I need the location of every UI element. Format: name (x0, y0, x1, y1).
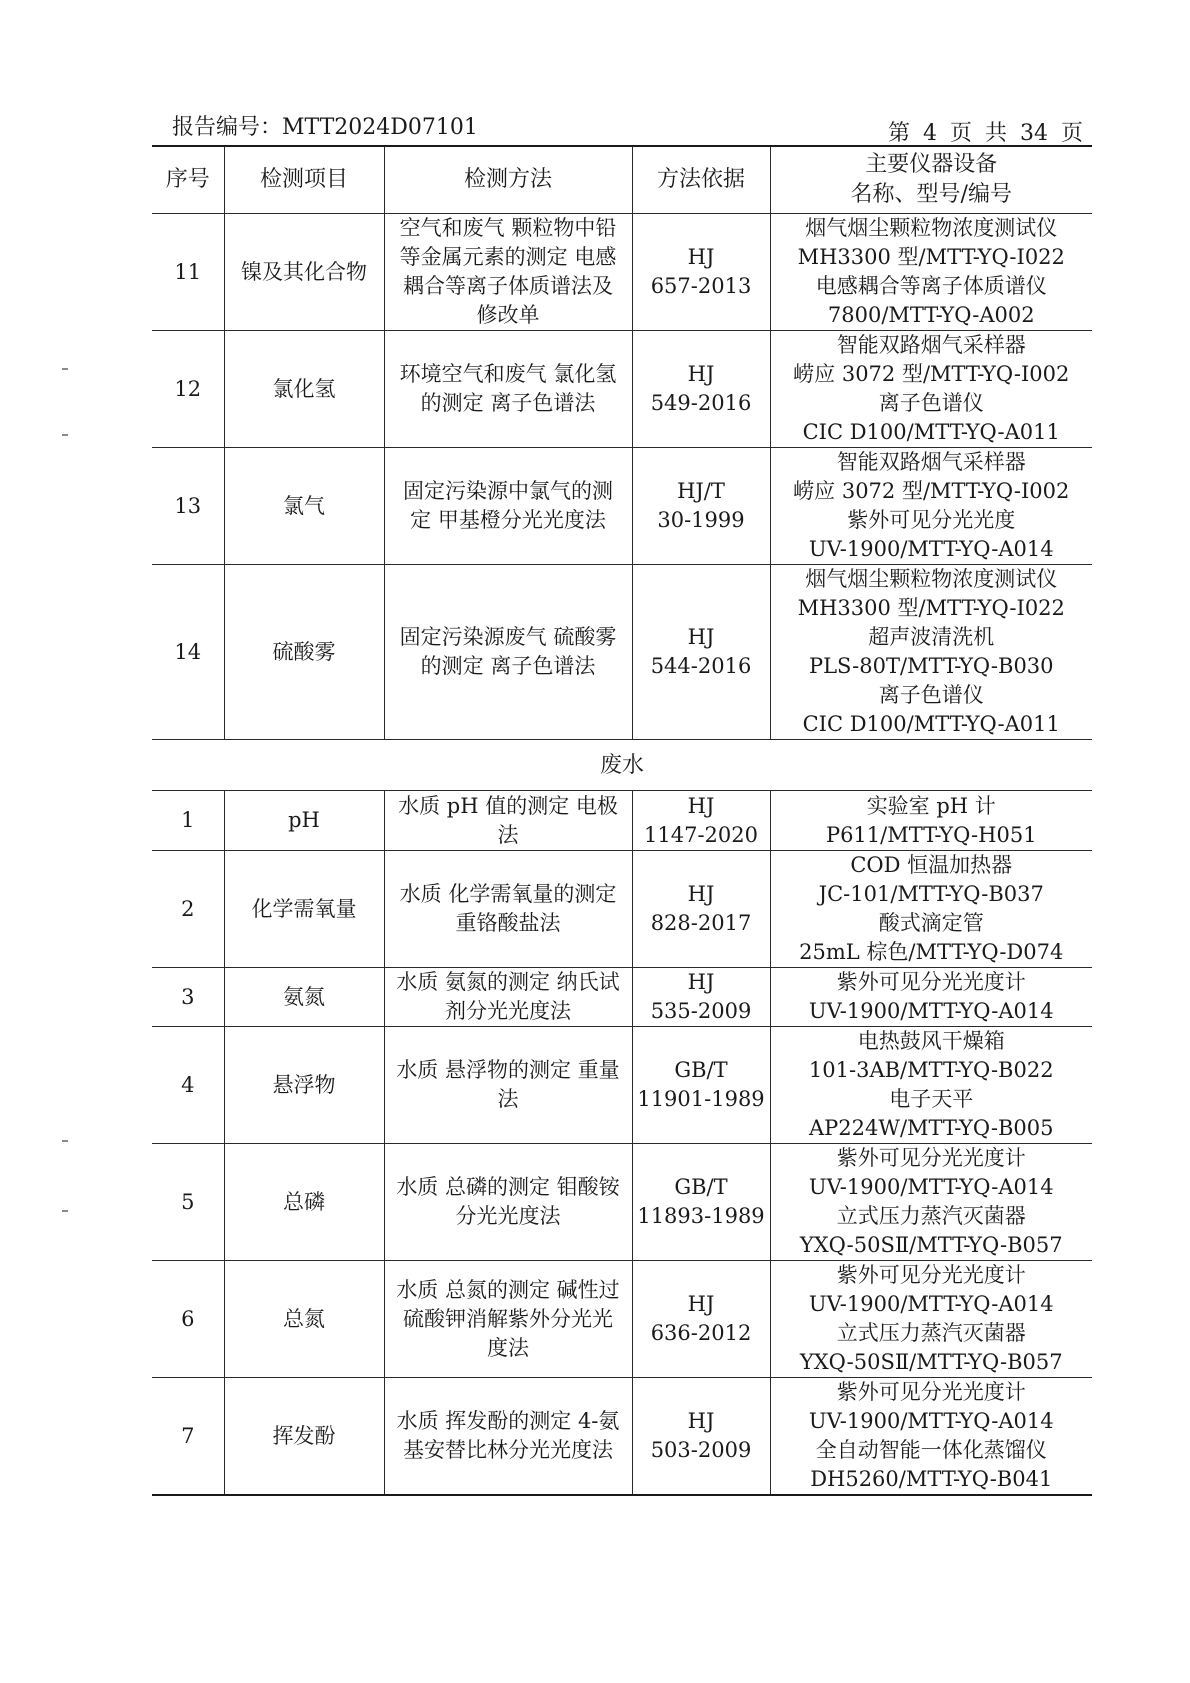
method-basis: HJ 636-2012 (632, 1261, 770, 1378)
equipment: 紫外可见分光光度计 UV-1900/MTT-YQ-A014 立式压力蒸汽灭菌器 YXQ-50SⅡ/MTT-YQ-B057 (770, 1144, 1092, 1261)
method-basis: HJ 828-2017 (632, 851, 770, 968)
row-number: 11 (152, 214, 224, 331)
detection-method: 水质 pH 值的测定 电极法 (384, 791, 632, 851)
equipment: 智能双路烟气采样器 崂应 3072 型/MTT-YQ-I002 离子色谱仪 CIC D100/MTT-YQ-A011 (770, 331, 1092, 448)
equipment: 智能双路烟气采样器 崂应 3072 型/MTT-YQ-I002 紫外可见分光光度 UV-1900/MTT-YQ-A014 (770, 448, 1092, 565)
equipment: 实验室 pH 计 P611/MTT-YQ-H051 (770, 791, 1092, 851)
detection-item: pH (224, 791, 384, 851)
detection-method: 固定污染源废气 硫酸雾的测定 离子色谱法 (384, 565, 632, 740)
scan-mark (62, 368, 68, 370)
detection-method: 空气和废气 颗粒物中铅等金属元素的测定 电感耦合等离子体质谱法及修改单 (384, 214, 632, 331)
col-header-method: 检测方法 (384, 146, 632, 214)
table-row (152, 1261, 1092, 1378)
detection-method: 水质 总磷的测定 钼酸铵分光光度法 (384, 1144, 632, 1261)
detection-method: 水质 化学需氧量的测定 重铬酸盐法 (384, 851, 632, 968)
scan-mark (62, 434, 68, 436)
detection-item: 悬浮物 (224, 1027, 384, 1144)
row-number: 2 (152, 851, 224, 968)
detection-item: 氨氮 (224, 968, 384, 1027)
method-basis: HJ 549-2016 (632, 331, 770, 448)
method-basis: HJ 535-2009 (632, 968, 770, 1027)
table-row (152, 851, 1092, 968)
equipment: 紫外可见分光光度计 UV-1900/MTT-YQ-A014 全自动智能一体化蒸馏仪 DH5260/MTT-YQ-B041 (770, 1378, 1092, 1496)
method-basis: GB/T 11893-1989 (632, 1144, 770, 1261)
method-basis: HJ 544-2016 (632, 565, 770, 740)
table-header-row (152, 146, 1092, 214)
report-number: 报告编号：MTT2024D07101 (172, 115, 478, 140)
method-basis: HJ 657-2013 (632, 214, 770, 331)
row-number: 5 (152, 1144, 224, 1261)
detection-method: 环境空气和废气 氯化氢的测定 离子色谱法 (384, 331, 632, 448)
section-label-wastewater: 废水 (152, 740, 1092, 791)
method-basis: HJ 1147-2020 (632, 791, 770, 851)
detection-method: 水质 悬浮物的测定 重量法 (384, 1027, 632, 1144)
table-row (152, 968, 1092, 1027)
detection-method: 水质 挥发酚的测定 4-氨基安替比林分光光度法 (384, 1378, 632, 1496)
col-header-equipment: 主要仪器设备 名称、型号/编号 (770, 146, 1092, 214)
scan-mark (62, 1140, 68, 1142)
table-row (152, 1027, 1092, 1144)
row-number: 7 (152, 1378, 224, 1496)
col-header-basis: 方法依据 (632, 146, 770, 214)
detection-item: 氯气 (224, 448, 384, 565)
detection-item: 化学需氧量 (224, 851, 384, 968)
detection-item: 总氮 (224, 1261, 384, 1378)
row-number: 13 (152, 448, 224, 565)
col-header-no: 序号 (152, 146, 224, 214)
table-row (152, 214, 1092, 331)
table-row (152, 1378, 1092, 1496)
row-number: 4 (152, 1027, 224, 1144)
detection-method: 水质 氨氮的测定 纳氏试剂分光光度法 (384, 968, 632, 1027)
row-number: 12 (152, 331, 224, 448)
method-basis: HJ/T 30-1999 (632, 448, 770, 565)
detection-methods-table (152, 145, 1092, 1496)
row-number: 1 (152, 791, 224, 851)
table-row (152, 331, 1092, 448)
detection-item: 总磷 (224, 1144, 384, 1261)
method-basis: GB/T 11901-1989 (632, 1027, 770, 1144)
detection-method: 水质 总氮的测定 碱性过硫酸钾消解紫外分光光度法 (384, 1261, 632, 1378)
page-indicator: 第 4 页 共 34 页 (888, 121, 1083, 146)
table-row (152, 1144, 1092, 1261)
table-row (152, 791, 1092, 851)
equipment: 紫外可见分光光度计 UV-1900/MTT-YQ-A014 立式压力蒸汽灭菌器 YXQ-50SⅡ/MTT-YQ-B057 (770, 1261, 1092, 1378)
equipment: 烟气烟尘颗粒物浓度测试仪 MH3300 型/MTT-YQ-I022 超声波清洗机 PLS-80T/MTT-YQ-B030 离子色谱仪 CIC D100/MTT-YQ-A011 (770, 565, 1092, 740)
row-number: 6 (152, 1261, 224, 1378)
table-row (152, 448, 1092, 565)
detection-item: 镍及其化合物 (224, 214, 384, 331)
detection-item: 硫酸雾 (224, 565, 384, 740)
row-number: 3 (152, 968, 224, 1027)
detection-method: 固定污染源中氯气的测定 甲基橙分光光度法 (384, 448, 632, 565)
equipment: 紫外可见分光光度计 UV-1900/MTT-YQ-A014 (770, 968, 1092, 1027)
detection-item: 氯化氢 (224, 331, 384, 448)
detection-item: 挥发酚 (224, 1378, 384, 1496)
table-row (152, 565, 1092, 740)
method-basis: HJ 503-2009 (632, 1378, 770, 1496)
equipment: 烟气烟尘颗粒物浓度测试仪 MH3300 型/MTT-YQ-I022 电感耦合等离子体质谱仪 7800/MTT-YQ-A002 (770, 214, 1092, 331)
row-number: 14 (152, 565, 224, 740)
section-row (152, 740, 1092, 791)
equipment: 电热鼓风干燥箱 101-3AB/MTT-YQ-B022 电子天平 AP224W/MTT-YQ-B005 (770, 1027, 1092, 1144)
scan-mark (62, 1210, 68, 1212)
equipment: COD 恒温加热器 JC-101/MTT-YQ-B037 酸式滴定管 25mL 棕色/MTT-YQ-D074 (770, 851, 1092, 968)
col-header-item: 检测项目 (224, 146, 384, 214)
